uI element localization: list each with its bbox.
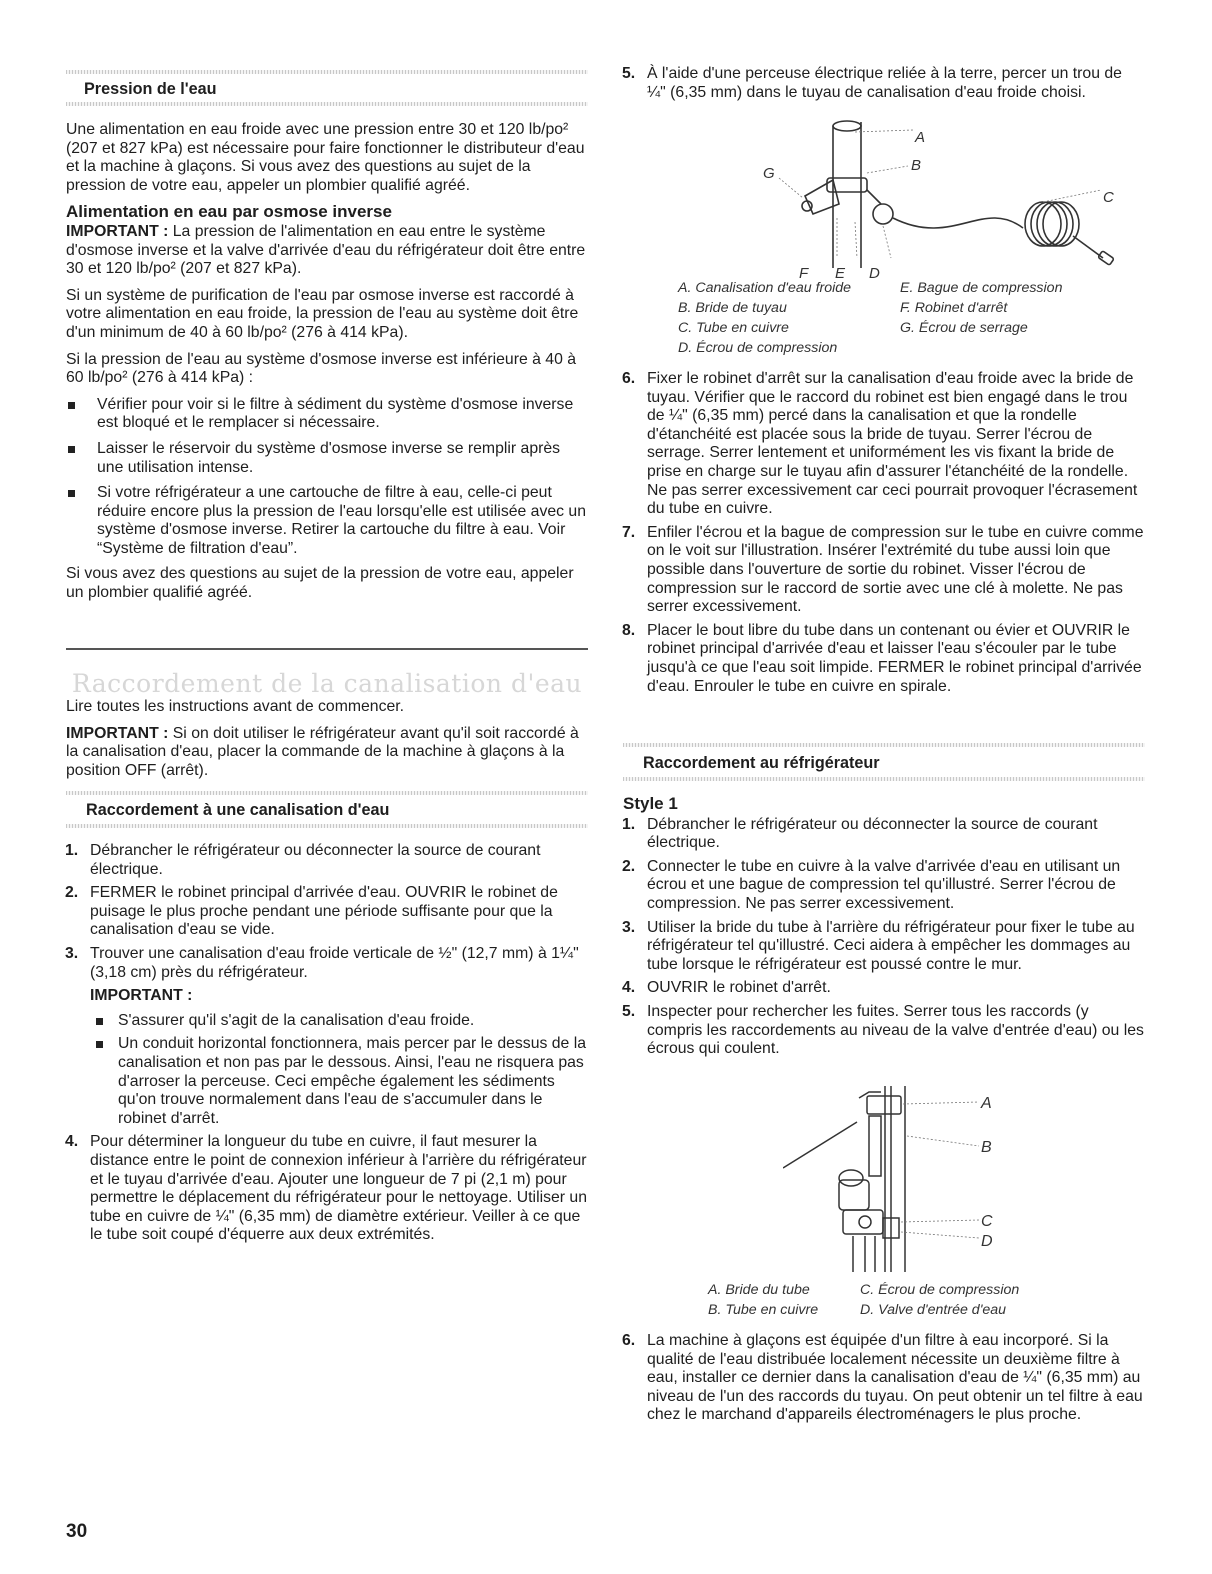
important-label: IMPORTANT : xyxy=(66,724,169,742)
valve-steps xyxy=(623,370,1145,701)
important-bullet-list xyxy=(94,1012,588,1129)
step-number: 1. xyxy=(65,842,79,859)
important-label: IMPORTANT : xyxy=(90,987,193,1005)
page-number: 30 xyxy=(66,1521,88,1542)
list-item xyxy=(623,1003,1145,1059)
legend-item: A. Canalisation d'eau froide xyxy=(678,280,852,296)
osmose-title: Alimentation en eau par osmose inverse xyxy=(66,202,392,222)
pression-text: Une alimentation en eau froide avec une pression entre 30 et 120 lb/po² (207 et 827 kPa) est nécessaire pour faire fonctionner le distributeur d'eau et la machine à glaçons. Si vous avez des questions au sujet de la pression de votre eau, appeler un plombier qualifié agréé. xyxy=(66,121,585,194)
legend-item: C. Écrou de compression xyxy=(860,1282,1020,1298)
legend-item: B. Tube en cuivre xyxy=(708,1302,819,1318)
list-item xyxy=(623,816,1145,853)
legend-item: G. Écrou de serrage xyxy=(900,320,1028,336)
step-text: Fixer le robinet d'arrêt sur la canalisation d'eau froide avec la bride de tuyau. Vérifier que le raccord du robinet est bien engagé dans le trou de ¼" (6,35 mm) percé dans la canalisation et que la rondelle d'étanchéité est placée sous la bride de tuyau. Serrer l'écrou de serrage. Serrer lentement et uniformément les vis fixant la bride de prise en charge sur le tuyau afin d'assurer l'étanchéité de la rondelle. Ne pas serrer excessivement car ceci pourrait provoquer l'écrasement du tube en cuivre. xyxy=(647,370,1138,518)
step-number: 5. xyxy=(622,1002,636,1020)
osmose-bullet-list xyxy=(66,396,588,559)
step-number: 3. xyxy=(65,944,79,962)
shutoff-valve-illustration xyxy=(743,118,1123,284)
section-divider xyxy=(623,777,1145,781)
legend-item: C. Tube en cuivre xyxy=(678,320,789,336)
list-item: S'assurer qu'il s'agit de la canalisation d'eau froide. xyxy=(94,1012,588,1031)
step-number: 2. xyxy=(622,857,636,875)
step-list xyxy=(66,842,588,1245)
section-divider xyxy=(66,791,588,795)
figure-letter: F xyxy=(799,265,809,282)
step-list xyxy=(623,65,1145,102)
list-item xyxy=(66,884,588,940)
section-title-refrigerateur: Raccordement au réfrigérateur xyxy=(643,754,880,772)
figure-letter: A xyxy=(915,129,926,146)
step-text: FERMER le robinet principal d'arrivée d'eau. OUVRIR le robinet de puisage le plus proche pendant une période suffisante pour que la canalisation d'eau se vide. xyxy=(90,884,558,939)
step-number: 6. xyxy=(622,1332,636,1349)
canalisation-steps xyxy=(66,842,588,1250)
step-text: Pour déterminer la longueur du tube en cuivre, il faut mesurer la distance entre le point de connexion inférieur à l'arrière du réfrigérateur et le tuyau d'arrivée d'eau. Ajouter une longueur de 7 pi (2,1 m) pour permettre le déplacement du réfrigérateur pour le nettoyage. Utiliser un tube en cuivre de ¼" (6,35 mm) de diamètre extérieur. Veiller à ce que le tube soit coupé d'équerre aux deux extrémités. xyxy=(90,1133,587,1244)
step-number: 7. xyxy=(622,523,636,541)
legend-item: D. Écrou de compression xyxy=(678,340,838,356)
step-text: La machine à glaçons est équipée d'un filtre à eau incorporé. Si la qualité de l'eau distribuée localement nécessite un deuxième filtre à eau, installer ce dernier dans la canalisation d'eau de ¼" (6,35 mm) au niveau de l'un des raccords du tuyau. On peut obtenir un tel filtre à eau chez le marchand d'appareils électroménagers le plus proche. xyxy=(647,1332,1143,1424)
figure-letter: C xyxy=(1103,189,1114,206)
list-item xyxy=(623,858,1145,914)
section-divider xyxy=(66,824,588,828)
step-list xyxy=(623,370,1145,696)
legend-item: D. Valve d'entrée d'eau xyxy=(860,1302,1007,1318)
step-text: Inspecter pour rechercher les fuites. Serrer tous les raccords (y compris les raccordements au niveau de la valve d'entrée d'eau) ou les écrous qui coulent. xyxy=(647,1002,1144,1058)
list-item xyxy=(623,1332,1145,1425)
step-number: 8. xyxy=(622,621,636,639)
step-list xyxy=(623,816,1145,1059)
list-item: Laisser le réservoir du système d'osmose inverse se remplir après une utilisation intense. xyxy=(66,440,588,477)
list-item xyxy=(66,1133,588,1245)
step-text: Débrancher le réfrigérateur ou déconnecter la source de courant électrique. xyxy=(647,815,1098,852)
figure-letter: B xyxy=(911,157,922,174)
style-heading: Style 1 xyxy=(623,794,678,813)
figure-letter: D xyxy=(981,1233,993,1250)
step-number: 4. xyxy=(65,1133,79,1151)
list-item xyxy=(623,524,1145,617)
step-text: Utiliser la bride du tube à l'arrière du réfrigérateur pour fixer le tube au réfrigérateur tel qu'illustré. Ceci aidera à empêcher les dommages au tube lorsque le réfrigérateur est poussé contre le mur. xyxy=(647,918,1135,973)
step-number: 6. xyxy=(622,370,636,387)
step-list xyxy=(623,1332,1145,1425)
section-title-raccordement: Raccordement de la canalisation d'eau xyxy=(71,669,583,698)
osmose-paragraph: Si un système de purification de l'eau par osmose inverse est raccordé à votre alimentation en eau froide, la pression de l'eau au système doit être d'un minimum de 40 à 60 lb/po² (276 à 414 kPa). xyxy=(66,286,579,341)
figure-letter: E xyxy=(835,265,846,282)
important-text: La pression de l'alimentation en eau entre le système d'osmose inverse et la valve d'arrivée d'eau du réfrigérateur doit être entre 30 et 120 lb/po² (207 et 827 kPa). xyxy=(66,222,586,278)
list-item xyxy=(623,919,1145,975)
list-item xyxy=(623,622,1145,696)
refrigerateur-section xyxy=(623,795,1145,1064)
list-item xyxy=(623,65,1145,102)
filter-step xyxy=(623,1332,1145,1430)
figure-legend xyxy=(900,278,1062,338)
step-number: 5. xyxy=(622,65,636,82)
step-text: À l'aide d'une perceuse électrique reliée à la terre, percer un trou de ¼" (6,35 mm) dans le tuyau de canalisation d'eau froide choisi. xyxy=(647,65,1122,101)
step-text: OUVRIR le robinet d'arrêt. xyxy=(647,979,831,997)
inlet-valve-illustration xyxy=(783,1086,1003,1278)
important-label: IMPORTANT : xyxy=(66,222,169,240)
step-text: Débrancher le réfrigérateur ou déconnecter la source de courant électrique. xyxy=(90,842,541,878)
important-text: Si on doit utiliser le réfrigérateur avant qu'il soit raccordé à la canalisation d'eau, placer la commande de la machine à glaçons à la position OFF (arrêt). xyxy=(66,724,579,779)
pression-section xyxy=(66,121,588,611)
figure-letter: B xyxy=(981,1139,992,1156)
figure-legend xyxy=(708,1280,818,1320)
legend-item: A. Bride du tube xyxy=(708,1282,810,1298)
section-divider xyxy=(66,102,588,106)
figure-legend xyxy=(860,1280,1019,1320)
step-text: Connecter le tube en cuivre à la valve d'arrivée d'eau en utilisant un écrou et une bague de compression tel qu'illustré. Serrer l'écrou de compression. Ne pas serrer excessivement. xyxy=(647,857,1121,912)
step-text: Placer le bout libre du tube dans un contenant ou évier et OUVRIR le robinet principal d'arrivée d'eau et laisser l'eau s'écouler par le tube jusqu'à ce que l'eau soit limpide. FERMER le robinet principal d'arrivée d'eau. Enrouler le tube en cuivre en spirale. xyxy=(647,621,1142,695)
figure-letter: C xyxy=(981,1213,993,1230)
list-item xyxy=(66,842,588,879)
figure-letter: A xyxy=(981,1095,992,1112)
step-text: Enfiler l'écrou et la bague de compression sur le tube en cuivre comme on le voit sur l'illustration. Insérer l'extrémité du tube aussi loin que possible dans l'ouverture de sortie du robinet. Visser l'écrou de compression sur le raccord de sortie avec une clé à molette. Ne pas serrer excessivement. xyxy=(647,523,1144,616)
step-number: 3. xyxy=(622,918,636,936)
legend-item: F. Robinet d'arrêt xyxy=(900,300,1008,316)
step-number: 4. xyxy=(622,979,636,997)
osmose-important xyxy=(66,223,588,279)
section-title-pression: Pression de l'eau xyxy=(84,80,217,98)
section-divider xyxy=(623,743,1145,747)
osmose-paragraph: Si la pression de l'eau au système d'osmose inverse est inférieure à 40 à 60 lb/po² (276 à 414 kPa) : xyxy=(66,350,577,387)
list-item xyxy=(623,370,1145,519)
raccordement-important xyxy=(66,725,588,781)
section-divider xyxy=(66,70,588,74)
legend-item: B. Bride de tuyau xyxy=(678,300,787,316)
section-rule xyxy=(66,648,588,650)
figure-legend xyxy=(678,278,851,358)
step-number: 1. xyxy=(622,815,636,833)
step-text: Trouver une canalisation d'eau froide verticale de ½" (12,7 mm) à 1¼" (3,18 cm) près du réfrigérateur. xyxy=(90,944,579,981)
list-item xyxy=(66,945,588,1128)
list-item xyxy=(623,979,1145,998)
section-title-canalisation: Raccordement à une canalisation d'eau xyxy=(86,801,390,819)
raccordement-intro xyxy=(66,698,588,788)
list-item: Si votre réfrigérateur a une cartouche de filtre à eau, celle-ci peut réduire encore plus la pression de l'eau lorsqu'elle est utilisée avec un système d'osmose inverse. Retirer la cartouche du filtre à eau. Voir “Système de filtration d'eau”. xyxy=(66,484,588,558)
drill-step xyxy=(623,65,1145,107)
list-item: Vérifier pour voir si le filtre à sédiment du système d'osmose inverse est bloqué et le remplacer si nécessaire. xyxy=(66,396,588,433)
legend-item: E. Bague de compression xyxy=(900,280,1063,296)
osmose-paragraph: Si vous avez des questions au sujet de la pression de votre eau, appeler un plombier qualifié agréé. xyxy=(66,565,574,602)
list-item: Un conduit horizontal fonctionnera, mais percer par le dessus de la canalisation et non pas par le dessous. Ainsi, l'eau ne risquera pas d'arroser la perceuse. Ceci empêche également les sédiments qu'on trouve normalement dans l'eau de s'accumuler dans le robinet d'arrêt. xyxy=(94,1035,588,1128)
figure-letter: D xyxy=(869,265,880,282)
intro-text: Lire toutes les instructions avant de commencer. xyxy=(66,698,405,715)
figure-letter: G xyxy=(763,165,775,182)
step-number: 2. xyxy=(65,884,79,902)
